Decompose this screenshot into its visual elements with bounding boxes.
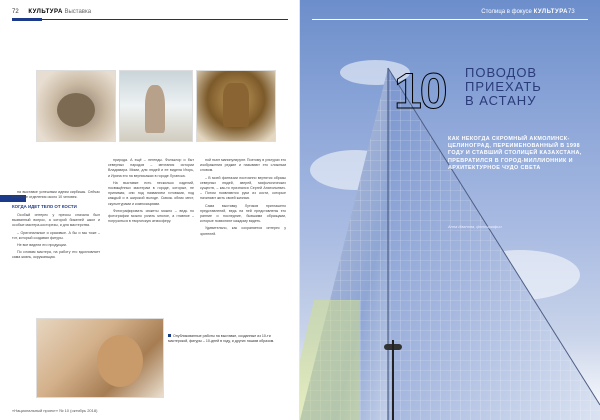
right-section-title: КУЛЬТУРА [533,9,568,15]
headline-line: В АСТАНУ [465,93,537,108]
paragraph: ной пьют манипулируют. Поэтому в ультурах его изображения редкие и называют это сложным словом. [200,158,286,173]
carving-figure [57,93,95,127]
headline-line: ПРИЕХАТЬ [465,79,542,94]
right-page [300,0,600,420]
right-page-number: 73 [568,9,575,15]
visitor-figure [97,335,143,387]
left-page-header [12,9,91,15]
paragraph: природа. А ещё – легенды. Фольклор и быт северных народов – мечтания истории Владимира. Мими, для людей и ее видела Игорь, и Ирина его на вернисажах в городе Луганска. [108,158,194,178]
carving-figure [223,83,249,127]
intro-paragraph: на выставке успешным идеям кирбишы. Сейчас в составе отделения около 10 человек. [12,190,100,200]
paragraph: Удивительно, как сохраняется интерес у зрителей. [200,226,286,236]
right-section-pre: Столица в фокусе [481,9,532,15]
caption-marker [168,334,171,337]
street-lamp-pole [392,340,394,420]
photo-bone-carving-3 [196,70,276,142]
paragraph: – Оригинальные и красивые. А бы и мы тоже – тот, который создавал фигуры. [12,230,100,240]
left-header-accent [12,18,42,21]
right-page-header [472,9,568,15]
glass-highlight [300,300,360,420]
left-page-footer: «Национальный проект» № 10 (октябрь 2018) [12,408,98,413]
paragraph: Сама выставку Лутиков приглашено представлений, ведь на ней представлены его ранние и последние, бывшими образцами, которые позволяют каждому видеть. [200,203,286,224]
paragraph: По словам мастера, на работу его вдохновляет сама жизнь, окружающая. [12,250,100,260]
headline-line: ПОВОДОВ [465,65,538,80]
photo-bone-carving-2 [119,70,193,142]
paragraph: Особый интерес у прессы сначала был вызванный вопрос, а которой бижелей школ и особые мастера-косторезы, и для мастерства. [12,212,100,228]
left-page-number: 72 [12,9,19,15]
left-section-subtitle: Выставка [64,9,92,15]
paragraph: Не все видели его продукции. [17,242,67,247]
headline-title [465,66,585,108]
article-author: Анна Иванова, фотографии [448,224,502,229]
carving-figure [145,85,165,133]
paragraph: Фотографировать сюжеты можно – ведь по фотографии можно узнать многое, а главное – погрузиться в творческую атмосферу. [108,208,194,224]
article-subhead: КОГДА ИДЕТ ТЕЛО ОТ КОСТИ [12,204,77,210]
left-section-title: КУЛЬТУРА [28,9,63,15]
paragraph: На выставке есть несколько изделий, посвящённых мастерам в городе, которые, не принимая, они под названием готовыми, под каждый и в широкой выгоде. Сквозь облик мест, скульптурами и композициями. [108,180,194,206]
article-column-2 [108,158,194,226]
photo-exhibition-visitors [36,318,164,398]
photo-caption [168,334,286,344]
article-column-3 [200,158,286,239]
caption-text: Опубликованные работы на выставке, созданные из 10-ти мастерской, фигуры – 10-дней в году, и других нашим образом. [168,334,275,343]
paragraph: – В моей фантазии постоянно вертятся образы северных людей, зверей, мифологических существ, – как-то признался Сергей Анатольевич. – Потом появляются руки из кости, которые начинают жить своей жизнью. [200,175,286,201]
photo-bone-carving-1 [36,70,116,142]
left-header-rule [12,19,288,20]
pyramid-of-peace-illustration [300,0,600,420]
right-header-rule [312,19,588,20]
article-column-1 [12,190,100,263]
headline-number: 10 [394,63,446,119]
article-lead: КАК НЕКОГДА СКРОМНЫЙ АКМОЛИНСК-ЦЕЛИНОГРАД, ПЕРЕИМЕНОВАННЫЙ В 1998 ГОДУ И СТАВШИЙ СТОЛИЦЕЙ КАЗАХСТАНА, ПРЕВРАТИЛСЯ В ГОРОД-МИЛЛИОННИК И АРХИТЕКТУРНОЕ ЧУДО СВЕТА [448,136,582,171]
